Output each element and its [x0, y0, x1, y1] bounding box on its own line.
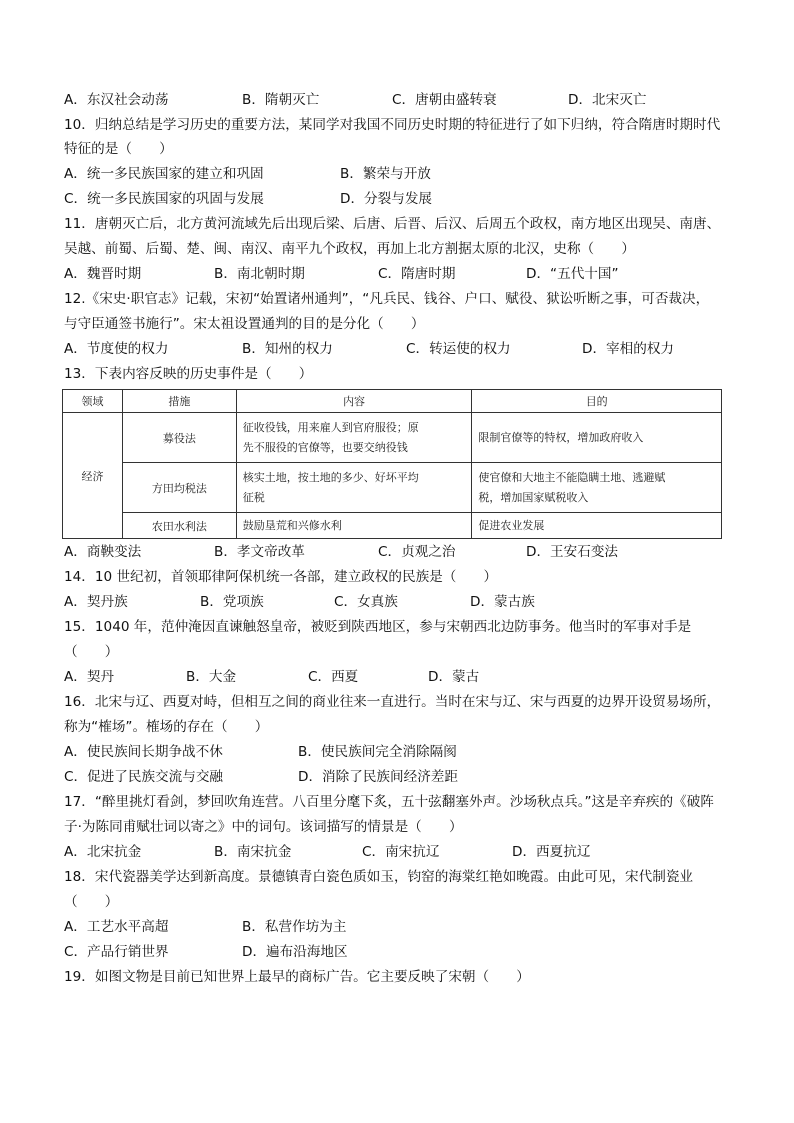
q11-option-b[interactable]: B．南北朝时期 — [214, 266, 305, 282]
q18-option-b[interactable]: B．私营作坊为主 — [242, 919, 347, 935]
q15-option-d[interactable]: D．蒙古 — [428, 669, 480, 685]
q16-option-a[interactable]: A．使民族间长期争战不休 — [64, 744, 223, 760]
q18-stem-line-2: （ ） — [64, 894, 119, 910]
q16-option-c[interactable]: C．促进了民族交流与交融 — [64, 769, 224, 785]
q10-option-a[interactable]: A．统一多民族国家的建立和巩固 — [64, 166, 264, 182]
table-row — [63, 413, 722, 463]
purpose-cell — [472, 513, 722, 539]
q12-option-c[interactable]: C．转运使的权力 — [406, 341, 511, 357]
q18-option-c[interactable]: C．产品行销世界 — [64, 944, 169, 960]
q15-option-c[interactable]: C．西夏 — [308, 669, 359, 685]
content-cell — [236, 463, 472, 513]
q13-option-c[interactable]: C．贞观之治 — [378, 544, 456, 560]
purpose-line: 促进农业发展 — [478, 518, 545, 532]
measure-cell: 农田水利法 — [122, 513, 236, 539]
table-row — [63, 463, 722, 513]
q12-option-d[interactable]: D．宰相的权力 — [582, 341, 675, 357]
q12-option-b[interactable]: B．知州的权力 — [242, 341, 333, 357]
q18-option-a[interactable]: A．工艺水平高超 — [64, 919, 169, 935]
q9-option-b[interactable]: B．隋朝灭亡 — [242, 92, 320, 108]
q16-option-b[interactable]: B．使民族间完全消除隔阂 — [298, 744, 457, 760]
q13-option-b[interactable]: B．孝文帝改革 — [214, 544, 305, 560]
table-row — [63, 513, 722, 539]
purpose-line: 限制官僚等的特权，增加政府收入 — [478, 430, 644, 444]
header-field: 领域 — [63, 390, 123, 413]
content-line: 征税 — [242, 490, 265, 504]
q11-stem-line-1: 11．唐朝灭亡后，北方黄河流域先后出现后梁、后唐、后晋、后汉、后周五个政权，南方地区出现吴、南唐、 — [64, 216, 721, 232]
header-measure: 措施 — [122, 390, 236, 413]
q17-stem-line-2: 子·为陈同甫赋壮词以寄之》中的词句。该词描写的情景是（ ） — [64, 819, 463, 835]
purpose-cell — [472, 463, 722, 513]
q11-option-a[interactable]: A．魏晋时期 — [64, 266, 142, 282]
q17-stem-line-1: 17．“醉里挑灯看剑，梦回吹角连营。八百里分麾下炙，五十弦翻塞外声。沙场秋点兵。”这是辛弃疾的《破阵 — [64, 794, 714, 810]
q15-option-a[interactable]: A．契丹 — [64, 669, 115, 685]
header-content: 内容 — [236, 390, 472, 413]
q10-stem-line-2: 特征的是（ ） — [64, 141, 173, 157]
q16-option-d[interactable]: D．消除了民族间经济差距 — [298, 769, 458, 785]
q15-stem-line-2: （ ） — [64, 644, 119, 660]
measure-cell: 方田均税法 — [122, 463, 236, 513]
content-line: 征收役钱，用来雇人到官府服役；原 — [242, 420, 419, 434]
q12-stem-line-2: 与守臣通签书施行”。宋太祖设置通判的目的是分化（ ） — [64, 316, 425, 332]
field-cell: 经济 — [63, 413, 123, 539]
q17-option-b[interactable]: B．南宋抗金 — [214, 844, 292, 860]
q13-option-a[interactable]: A．商鞅变法 — [64, 544, 142, 560]
content-cell — [236, 513, 472, 539]
q11-option-c[interactable]: C．隋唐时期 — [378, 266, 456, 282]
purpose-line: 税，增加国家赋税收入 — [478, 490, 589, 504]
q15-option-b[interactable]: B．大金 — [186, 669, 237, 685]
q18-stem-line-1: 18．宋代瓷器美学达到新高度。景德镇青白瓷色质如玉，钧窑的海棠红艳如晚霞。由此可见，宋代制瓷业 — [64, 869, 694, 885]
q14-stem-line-1: 14．10 世纪初，首领耶律阿保机统一各部，建立政权的民族是（ ） — [64, 569, 498, 585]
header-purpose: 目的 — [472, 390, 722, 413]
q10-option-b[interactable]: B．繁荣与开放 — [340, 166, 431, 182]
q11-option-d[interactable]: D．“五代十国” — [526, 266, 619, 282]
content-line: 核实土地，按土地的多少、好坏平均 — [242, 470, 419, 484]
q11-stem-line-2: 吴越、前蜀、后蜀、楚、闽、南汉、南平九个政权，再加上北方割据太原的北汉，史称（ ） — [64, 241, 635, 257]
q17-option-a[interactable]: A．北宋抗金 — [64, 844, 142, 860]
q9-option-a[interactable]: A．东汉社会动荡 — [64, 92, 169, 108]
q16-stem-line-2: 称为“榷场”。榷场的存在（ ） — [64, 719, 269, 735]
q10-stem-line-1: 10．归纳总结是学习历史的重要方法，某同学对我国不同历史时期的特征进行了如下归纳，符合隋唐时期时代 — [64, 117, 721, 133]
q9-option-d[interactable]: D．北宋灭亡 — [568, 92, 647, 108]
q9-option-c[interactable]: C．唐朝由盛转衰 — [392, 92, 497, 108]
q10-option-c[interactable]: C．统一多民族国家的巩固与发展 — [64, 191, 264, 207]
q16-stem-line-1: 16．北宋与辽、西夏对峙，但相互之间的商业往来一直进行。当时在宋与辽、宋与西夏的边界开设贸易场所， — [64, 694, 721, 710]
q10-option-d[interactable]: D．分裂与发展 — [340, 191, 433, 207]
q13-option-d[interactable]: D．王安石变法 — [526, 544, 619, 560]
purpose-cell — [472, 413, 722, 463]
q17-option-d[interactable]: D．西夏抗辽 — [512, 844, 591, 860]
q19-stem-line-1: 19．如图文物是目前已知世界上最早的商标广告。它主要反映了宋朝（ ） — [64, 969, 530, 985]
q12-option-a[interactable]: A．节度使的权力 — [64, 341, 169, 357]
q14-option-a[interactable]: A．契丹族 — [64, 594, 128, 610]
content-cell — [236, 413, 472, 463]
q17-option-c[interactable]: C．南宋抗辽 — [362, 844, 440, 860]
q13-table — [62, 389, 722, 539]
q13-stem: 13．下表内容反映的历史事件是（ ） — [64, 366, 313, 382]
q18-option-d[interactable]: D．遍布沿海地区 — [242, 944, 348, 960]
table-header-row — [63, 390, 722, 413]
content-line: 先不服役的官僚等，也要交纳役钱 — [242, 440, 408, 454]
q15-stem-line-1: 15．1040 年，范仲淹因直谏触怒皇帝，被贬到陕西地区，参与宋朝西北边防事务。他当时的军事对手是 — [64, 619, 692, 635]
q12-stem-line-1: 12.《宋史·职官志》记载，宋初“始置诸州通判”，“凡兵民、钱谷、户口、赋役、狱讼听断之事，可否裁决， — [64, 291, 710, 307]
measure-cell: 募役法 — [122, 413, 236, 463]
purpose-line: 使官僚和大地主不能隐瞒土地、逃避赋 — [478, 470, 666, 484]
q14-option-c[interactable]: C．女真族 — [334, 594, 398, 610]
content-line: 鼓励垦荒和兴修水利 — [242, 518, 342, 532]
q14-option-d[interactable]: D．蒙古族 — [470, 594, 535, 610]
q14-option-b[interactable]: B．党项族 — [200, 594, 264, 610]
